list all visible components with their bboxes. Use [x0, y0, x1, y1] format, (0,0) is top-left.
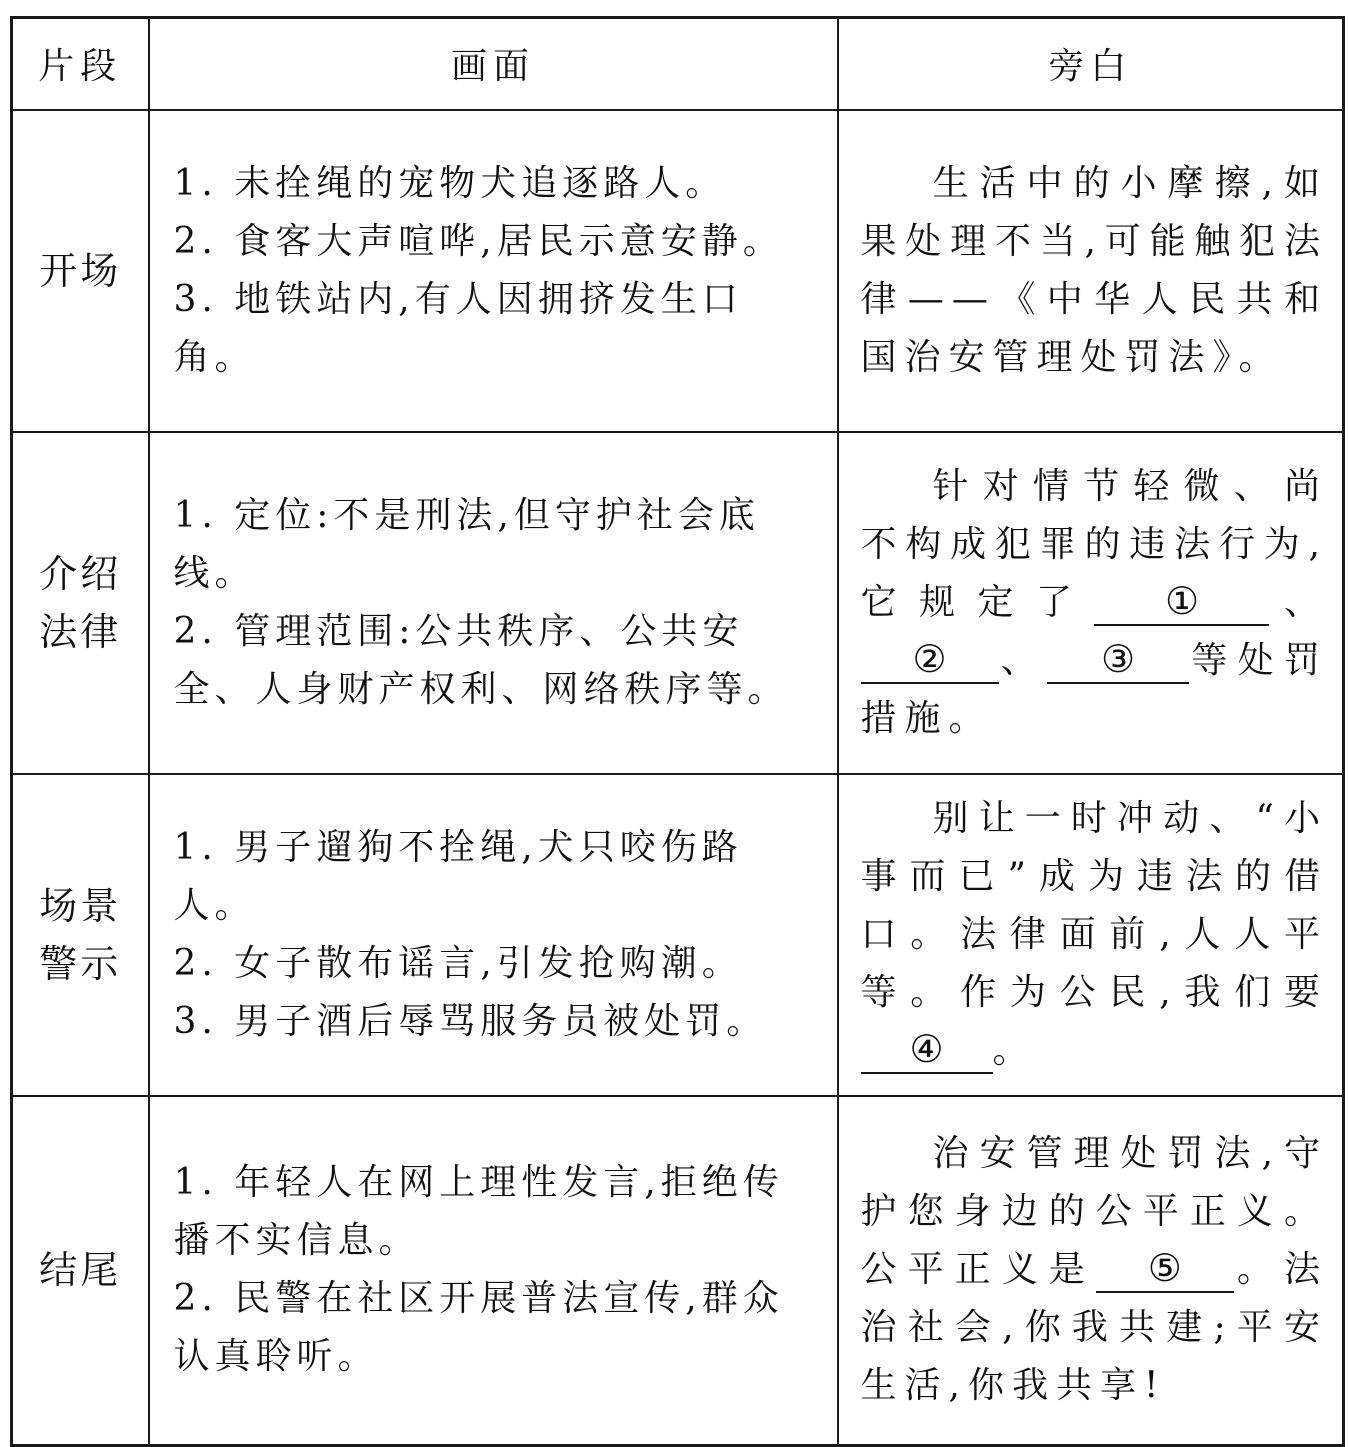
narration-cell: [838, 1096, 1344, 1446]
narration-cell: [838, 432, 1344, 774]
table-row: [12, 774, 1344, 1096]
scene-item: 1. 年轻人在网上理性发言,拒绝传播不实信息。: [173, 1162, 784, 1262]
scene-item: 3. 男子酒后辱骂服务员被处罚。: [173, 1000, 768, 1042]
answer-blank-2[interactable]: ②: [861, 636, 999, 684]
scene-item: 2. 管理范围:公共秩序、公共安全、人身财产权利、网络秩序等。: [173, 610, 789, 710]
table-row: [12, 110, 1344, 432]
narration-text: 等处罚措施。: [860, 639, 1328, 739]
scene-item: 2. 民警在社区开展普法宣传,群众认真聆听。: [173, 1278, 784, 1378]
script-table: [10, 16, 1345, 1447]
narration-text: 别让一时冲动、“小事而已”成为违法的借口。法律面前,人人平等。作为公民,我们要: [860, 797, 1328, 1013]
answer-blank-5[interactable]: ⑤: [1096, 1245, 1234, 1293]
scene-cell: [149, 1096, 838, 1446]
segment-label: 场景警示: [39, 883, 122, 986]
scene-item: 1. 未拴绳的宠物犬追逐路人。: [173, 162, 727, 204]
segment-cell: 结尾: [12, 1096, 149, 1446]
narration-text: 。法治社会,你我共建;平安生活,你我共享!: [860, 1249, 1328, 1407]
scene-cell: [149, 432, 838, 774]
scene-item: 2. 女子散布谣言,引发抢购潮。: [173, 942, 743, 984]
answer-blank-3[interactable]: ③: [1047, 636, 1189, 684]
narration-text: 治安管理处罚法,守护您身边的公平正义。公平正义是: [860, 1133, 1328, 1291]
table-row: [12, 1096, 1344, 1446]
header-scene: 画面: [149, 18, 838, 110]
narration-text: 。: [992, 1029, 1037, 1071]
table-header-row: [12, 18, 1344, 110]
scene-item: 1. 定位:不是刑法,但守护社会底线。: [173, 494, 760, 594]
narration-cell: 生活中的小摩擦,如果处理不当,可能触犯法律——《中华人民共和国治安管理处罚法》。: [838, 110, 1344, 432]
answer-blank-4[interactable]: ④: [861, 1026, 993, 1074]
narration-cell: [838, 774, 1344, 1096]
segment-cell: [12, 774, 149, 1096]
header-narration: 旁白: [838, 18, 1344, 110]
scene-cell: [149, 110, 838, 432]
scene-cell: [149, 774, 838, 1096]
narration-text: 针对情节轻微、尚不构成犯罪的违法行为,它规定了: [860, 465, 1328, 623]
answer-blank-1[interactable]: ①: [1094, 578, 1269, 626]
header-segment: 片段: [12, 18, 149, 110]
scene-item: 1. 男子遛狗不拴绳,犬只咬伤路人。: [173, 826, 743, 926]
table-row: [12, 432, 1344, 774]
segment-cell: 开场: [12, 110, 149, 432]
segment-cell: [12, 432, 149, 774]
separator: 、: [998, 639, 1048, 681]
segment-label: 介绍法律: [39, 551, 122, 654]
scene-item: 3. 地铁站内,有人因拥挤发生口角。: [173, 278, 743, 378]
separator: 、: [1269, 581, 1328, 623]
scene-item: 2. 食客大声喧哗,居民示意安静。: [173, 220, 784, 262]
